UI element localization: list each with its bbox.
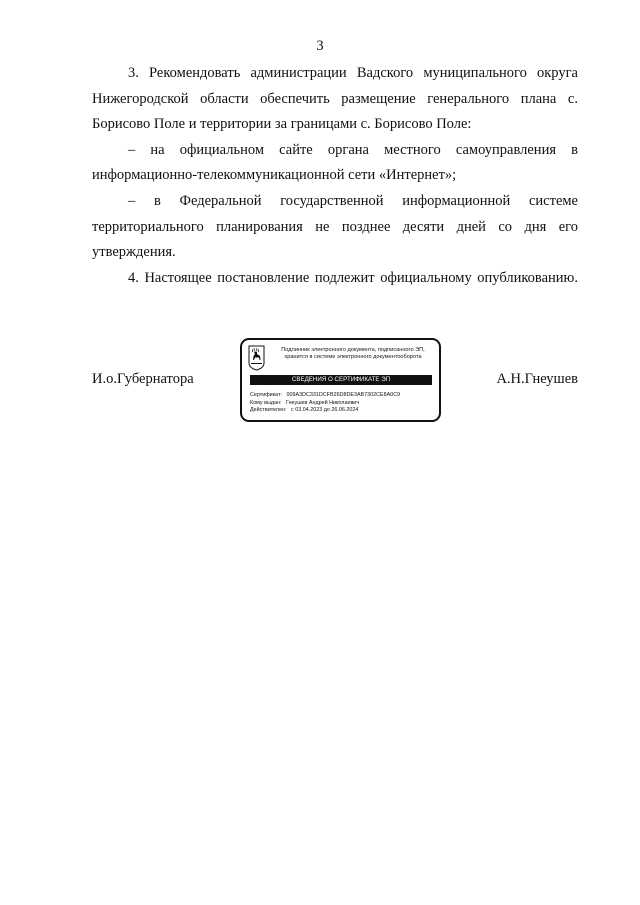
electronic-signature-stamp (240, 338, 441, 422)
document-body (92, 61, 578, 291)
stamp-caption-line-1: Подлинник электронного документа, подписанного ЭП, (281, 347, 425, 353)
valid-value: с 03.04.2023 до 26.06.2024 (291, 407, 359, 414)
certificate-label: Сертификат: (250, 392, 283, 398)
stamp-header: СВЕДЕНИЯ О СЕРТИФИКАТЕ ЭП (250, 375, 432, 385)
issued-to-label: Кому выдан: (250, 399, 282, 406)
deer-emblem-icon (248, 345, 265, 371)
paragraph-official-site: – на официальном сайте органа местного самоуправления в информационно-телекоммуникационной сети «Интернет»; (92, 141, 578, 184)
stamp-caption (268, 347, 438, 361)
signatory-name: А.Н.Гнеушев (496, 371, 578, 387)
page-number: 3 (316, 38, 324, 54)
stamp-caption-line-2: хранится в системе электронного документооборота (284, 354, 422, 360)
issued-to-value: Гнеушев Андрей Николаевич (285, 399, 360, 406)
paragraph-recommendation: 3. Рекомендовать администрации Вадского муниципального округа Нижегородской области обеспечить размещение генерального плана с. Борисово Поле и территории за границами с. Борисово Поле: (92, 65, 578, 133)
validity-row (250, 407, 436, 415)
stamp-details (250, 392, 436, 415)
paragraph-federal-system: – в Федеральной государственной информационной системе территориального планирования не позднее десяти дней со дня его утверждения. (92, 192, 578, 261)
valid-label: Действителен: (250, 407, 287, 414)
paragraph-publication: 4. Настоящее постановление подлежит официальному опубликованию. (128, 269, 578, 286)
signatory-position: И.о.Губернатора (92, 371, 194, 387)
certificate-row (250, 392, 436, 400)
certificate-value: 009A3DC331DCFB26D8DE3AB7302CE8A0C9 (286, 392, 401, 398)
